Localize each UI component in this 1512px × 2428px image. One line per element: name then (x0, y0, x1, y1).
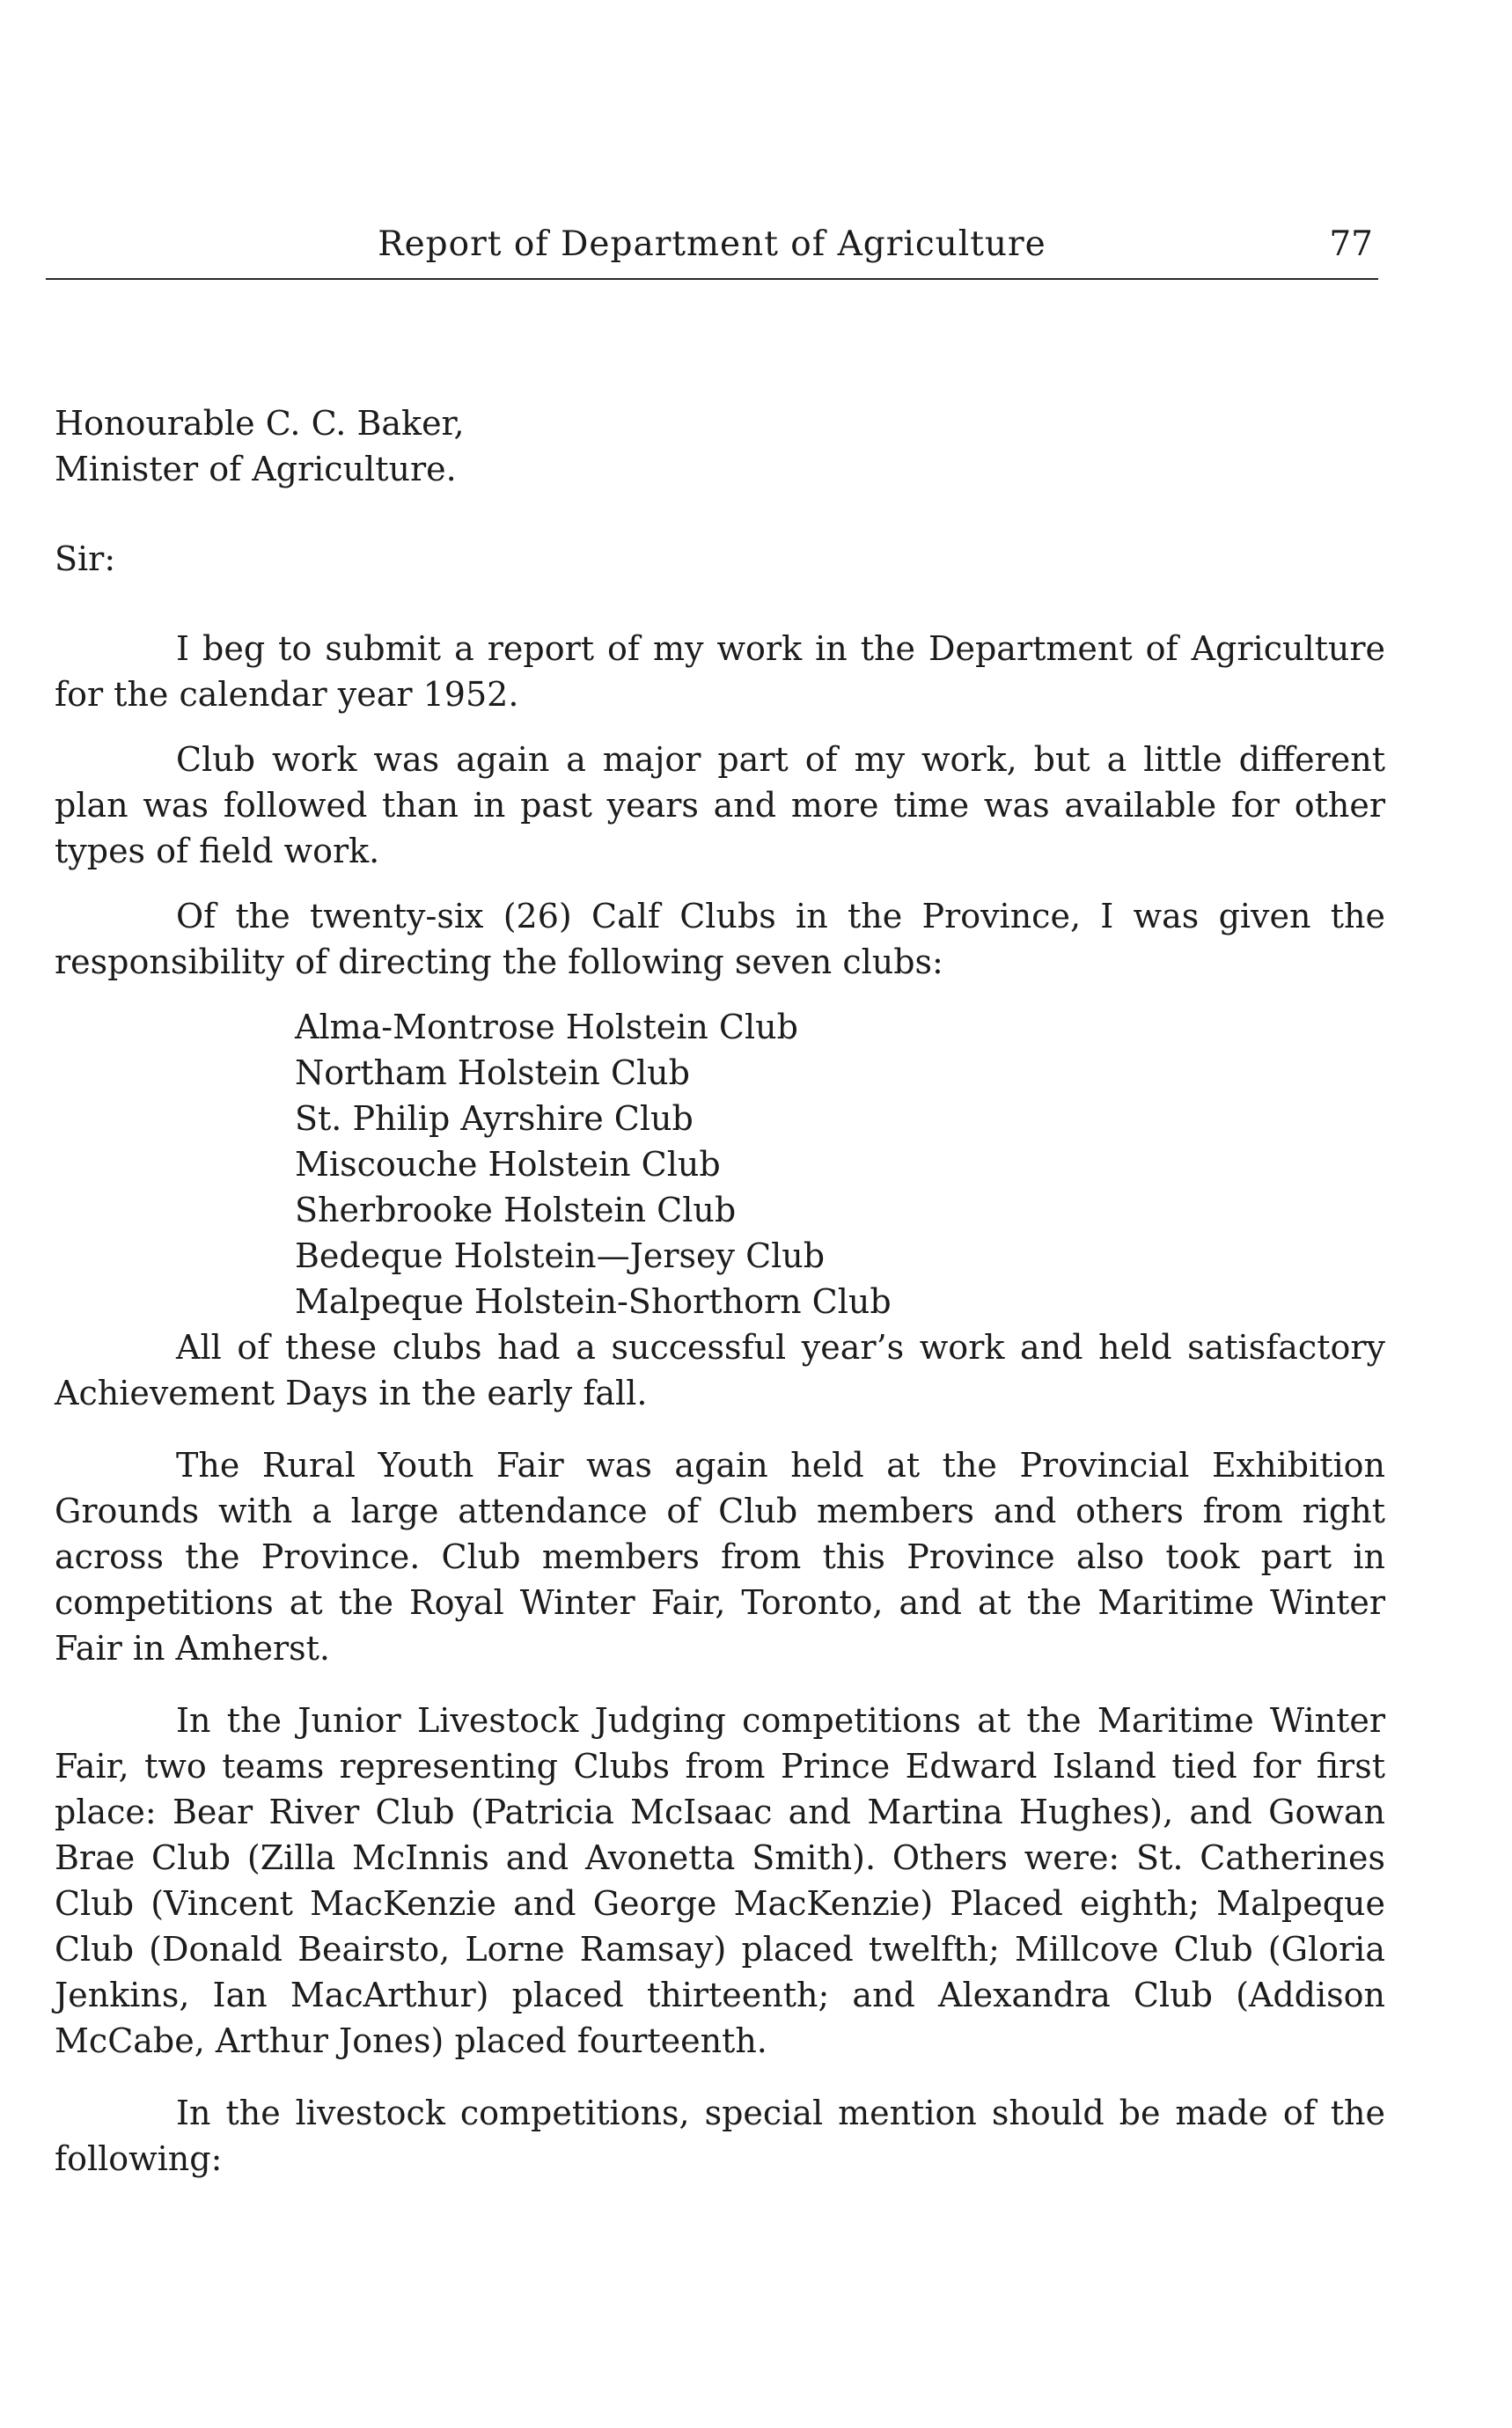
page-header (46, 222, 1378, 280)
list-item: Miscouche Holstein Club (295, 1145, 721, 1184)
paragraph-club-work: Club work was again a major part of my work, but a little different plan was followed than in past years and more time was available for other types of field work. (55, 740, 1385, 870)
list-item: St. Philip Ayrshire Club (295, 1099, 694, 1138)
salutation: Sir: (55, 539, 116, 578)
paragraph-judging-competitions: In the Junior Livestock Judging competitions at the Maritime Winter Fair, two teams representing Clubs from Prince Edward Island tied for first place: Bear River Club (Patricia McIsaac and Martina Hughes), and Gowan Brae Club (Zilla McInnis and Avonetta Smith). Others were: St. Catherines Club (Vincent MacKenzie and George MacKenzie) Placed eighth; Malpeque Club (Donald Beairsto, Lorne Ramsay) placed twelfth; Millcove Club (Gloria Jenkins, Ian MacArthur) placed thirteenth; and Alexandra Club (Addison McCabe, Arthur Jones) placed fourteenth. (55, 1701, 1385, 2060)
running-title: Report of Department of Agriculture (378, 224, 1046, 264)
paragraph-achievement-days: All of these clubs had a successful year’s work and held satisfactory Achievement Days in the early fall. (55, 1328, 1385, 1412)
paragraph-livestock-competitions: In the livestock competitions, special mention should be made of the following: (55, 2094, 1385, 2178)
list-item: Northam Holstein Club (295, 1053, 690, 1092)
list-item: Malpeque Holstein-Shorthorn Club (295, 1282, 892, 1321)
club-list (55, 1004, 1385, 1324)
letter-body (55, 400, 1385, 2182)
paragraph-calf-clubs: Of the twenty-six (26) Calf Clubs in the Province, I was given the responsibility of directing the following seven clubs: (55, 897, 1385, 981)
list-item: Alma-Montrose Holstein Club (295, 1008, 798, 1046)
paragraph-rural-youth-fair: The Rural Youth Fair was again held at the Provincial Exhibition Grounds with a large attendance of Club members and others from right across the Province. Club members from this Province also took part in competitions at the Royal Winter Fair, Toronto, and at the Maritime Winter Fair in Amherst. (55, 1446, 1385, 1668)
addressee-title: Minister of Agriculture. (55, 450, 457, 488)
page-number: 77 (1329, 224, 1373, 264)
list-item: Sherbrooke Holstein Club (295, 1191, 737, 1229)
addressee-name: Honourable C. C. Baker, (55, 404, 465, 443)
list-item: Bedeque Holstein—Jersey Club (295, 1236, 826, 1275)
paragraph-intro: I beg to submit a report of my work in the Department of Agriculture for the calendar year 1952. (55, 629, 1385, 714)
